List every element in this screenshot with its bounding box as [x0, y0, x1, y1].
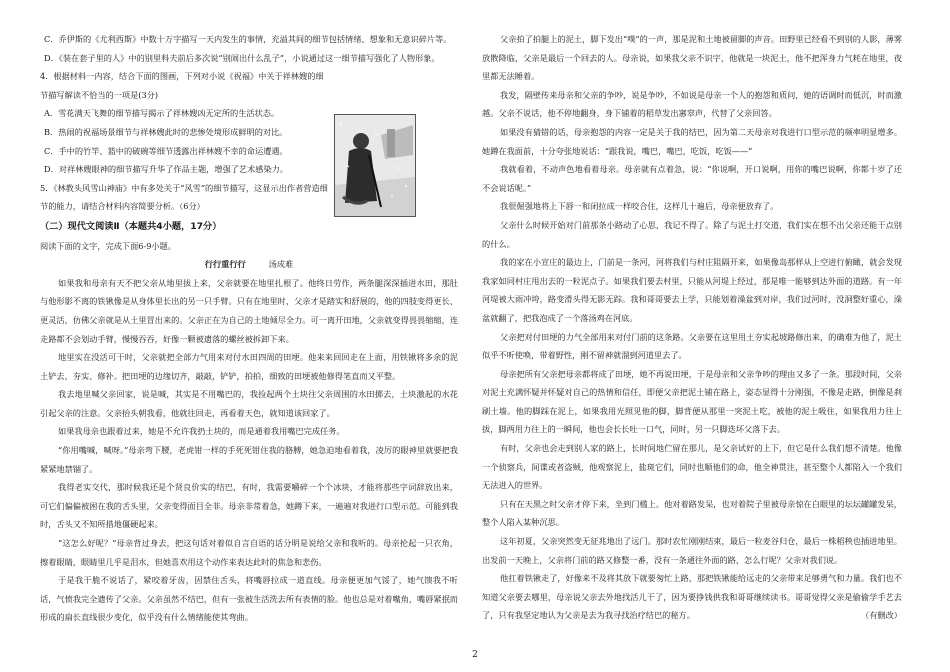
q3-option-d: D．《装在套子里的人》中的别里科夫前后多次说“别闹出什么乱子”，小说通过这一细节描写强化了人物形象。 — [44, 52, 440, 63]
left-column — [40, 0, 458, 627]
story-paragraph: 只有在天黑之时父亲才停下来，坐到门槛上。他对着路发呆，也对着院子里被母亲惊在白眼里的坛坛罐罐发呆，整个人陷入某种沉思。 — [482, 498, 902, 528]
story-paragraph: 于是我干脆不说话了，紧咬着牙齿，因禁住舌头，将嘴唇拉成一道直线。母亲便更加气馁了，她气馈我不听话，气愤我完全遗传了父亲。父亲虽然不结巴，但有一张被生活洗去所有表情的脸。他也总是对着嘴角，嘴唇紧抿而形成的扁长直线很少变化，似乎没有什么情绪能使其弯曲。 — [40, 575, 458, 623]
story-paragraph-last — [482, 569, 902, 625]
story-paragraph: 有时，父亲也会走到别人家的路上，长时间地伫留在那儿，是父亲试好的上下，但它是什么我们想不清楚。他像一个侦察兵，间谍或者盗贼，他观察泥上，盐斑它们，同时也顺他们的命，他全神贯注，甚至整个人都陷入一个我们无法进入的世界。 — [482, 443, 902, 491]
q4-option-c: C．手中的竹竿、篮中的破碗等细节透露出祥林嫂不幸的命运遭遇。 — [44, 145, 288, 156]
story-paragraph: 如果没有猜错的话，母亲抱怨的内容一定是关于我的结巴，因为第二天母亲对我进行口型示范的频率明显增多。她蹲在我面前，十分夸张地说话：“跟我说，嘴巴，嘴巴，吃饭，吃饭——” — [482, 126, 902, 156]
story-paragraph: 我就看着，不动声色地看着母亲。母亲就有点着急，说：“你说啊，开口说啊，用你的嘴巴说啊，你都十岁了还不会说话呢。” — [482, 164, 902, 193]
story-paragraph: 我的家在小宣庄的最边上，门前是一条河，河将我们与村庄阻隔开来，如果像岛那样从上空进行俯瞰，就会发现我家如同村庄甩出去的一粒泥点子。如果我们要去村里，只能从河堤上经过，那是唯一能够到达外面的道路。有一年河堤被大雨冲垮，路变滑头得无影无踪。我和哥哥要去上学，只能划着澡盆到对岸，我们过河时，没洞整好重心，澡盆就翻了，把我泡成了一个落汤鸡在河底。 — [482, 257, 902, 323]
q4-stem: 4．根据材料一内容，结合下面的图画，下列对小说《祝福》中关于祥林嫂的细节描写解读不恰当的一项是(3分) — [40, 71, 324, 100]
source-note: （有删改） — [861, 610, 902, 621]
story-title-line — [40, 255, 458, 274]
reading-instruction: 阅读下面的文字，完成下面6-9小题。 — [40, 240, 176, 251]
q4-option-d: D．对祥林嫂眼神的细节描写升华了作品主题，增强了艺术感染力。 — [44, 164, 289, 175]
xianglin-sketch-image — [334, 114, 416, 217]
story-author: 汤成难 — [268, 259, 294, 270]
story-paragraph: 父亲拍了拍腿上的泥土，脚下发出“噗”的一声，那是泥和土地被留脚的声音。田野里已经看不到别的人影，薄雾放散降临，父亲是最后一个回去的人。母亲说，如果我父亲不识字，他就是一块泥土，他不把浑身力气耗在地里，夜里都无法睡着。 — [482, 34, 902, 82]
q4-option-a: A．雪花满天飞舞的细节描写揭示了祥林嫂凶无定所的生活状态。 — [44, 108, 280, 119]
story-paragraph: 父亲把对付田埂的力气全部用来对付门前的这条路。父亲要在这里用土夯实起坡路修出来，的确难为他了，泥土似乎不听使唤，带着野性，刚不留神就溜到河道里去了。 — [482, 331, 902, 361]
q3-option-c: C．乔伊斯的《尤利西斯》中数十万字描写一天内发生的事情，充溢其间的细节包括情绪、想象和无意识碎片等。 — [44, 34, 452, 44]
story-paragraph: 母亲把所有父亲把母亲都将成了田埂，她不再说田埂，于是母亲和父亲争吵的理由又多了一条。那段时间，父亲对泥土充满怀疑并怀疑对自己的热情和信任，即便父亲把泥土铺在路上，姿态显得十分刚强，不像是走路，倒像是刹刷土墙。他的脚踩在泥上，如果我用光照见他的脚，脚背便从那里一突泥土吃，被他的泥土吸住，如果我用力往上拔，脚两用力往上的一瞬间，他也会长长吐一口气，同时，另一只脚迭坏父落下去。 — [482, 368, 902, 435]
story-paragraph: 这年初夏，父亲突然变无征兆地出了远门。那时农忙刚刚结束，最后一粒麦谷归仓，最后一株稻秧也插进地里。出发前一天晚上，父亲将门前的路又修整一番，没有一条通往外面的路，怎么行呢？父亲对我们说。 — [482, 536, 902, 565]
xianglin-sketch-drawing — [335, 115, 415, 216]
story-paragraph: “你用嘴喊，喊呀。”母亲弯下腰，老虎钳一样的手死死钳住我的胳膊，她急迫地看着我，凌厉的眼神里就要把我紧紧地禁锢了。 — [40, 445, 458, 474]
section-heading: （二）现代文阅读Ⅱ（本题共4小题，17分） — [40, 220, 222, 232]
page-number: 2 — [472, 650, 478, 660]
story-paragraph: 父亲什么时候开始对门前那条小路动了心思，我记不得了。除了与泥土打交道，我们实在想不出父亲还能干点别的什么。 — [482, 219, 902, 249]
story-paragraph: “这怎么好呢？”母亲背过身去，把这句话对着似自言自语的话分明是说给父亲和我听的。母亲抡起一只衣角，擦着眼睛，眼睛里几乎是泪水，但她喜欢用这个动作来表达此时的焦急和悲伤。 — [40, 538, 458, 567]
story-paragraph: 如果我和母亲有天不把父亲从地里拔上来，父亲就要在地里扎根了。他终日劳作，两条腿深深插进水田，那肚与他形影不离的铁锹像是从身体里长出的另一只手臂。只有在地里时，父亲才是踏实和舒展的，他的四肢变得更长、更灵活，仿佛父亲就是从土里冒出来的。父亲正在为自己的土地倾尽全力。可一离开田地，父亲就变得畏畏缩缩，连走路都不会划动手臂，慢慢吞吞，好像一颗被遗落的螺丝被拆卸下来。 — [40, 277, 458, 344]
story-paragraph: 我去地里喊父亲回家，说是喊，其实是不用嘴巴的，我捡起两个土块往父亲周围的水田掷去，土块激起的水花引起父亲的注意。父亲抬头朝我看，他就往回走，再看着天色，就知道该回家了。 — [40, 389, 458, 418]
story-paragraph-text: 他扛着铁锹走了，好像来不及将其放下就要匆忙上路，那把铁锹能给远走的父亲带来足够勇气和力量。我们也不知道父亲要去哪里，母亲说父亲去外地找活儿干了，因为要挣钱供我和哥哥继续读书。哥哥觉得父亲是偷偷学手艺去了，只有我坚定地认为父亲是去为我寻找治疗结巴的秘方。 — [482, 573, 902, 621]
story-paragraph: 如果我母亲也跟着过来，她是不允许我扔土块的，而是通着我用嘴巴完成任务。 — [58, 426, 345, 437]
story-paragraph: 地里实在没活可干时，父亲就把全部力气用来对付水田四周的田埂。他来来回回走在上面，用铁锹将多余的泥土铲去，夯实、修补。把田埂的边缘切齐，敲敲，铲铲，拍拍，细致的田埂被他修得笔直而又平整。 — [40, 352, 458, 381]
q4-option-b: B．热闹的祝福场景细节与祥林嫂此时的悲惨处境形成鲜明的对比。 — [44, 126, 288, 137]
right-column — [482, 0, 902, 625]
story-paragraph: 我很倔强地将上下唇一和闭拉成一样咬合住，这样几十遍后，母亲便放弃了。 — [500, 201, 779, 212]
story-paragraph: 我得老实交代，那时候我还是个贤良价实的结巴，有时，我需要嚼碎一个个冰块，才能将那些字词辞放出来，可它们偏偏被困在我的舌头里，父亲变得面目全非。母亲非常着急，她蹲下来，一遍遍对我进行口型示范。可能到我时，舌头又不知所措地僵硬起来。 — [40, 482, 458, 530]
story-title: 行行重行行 — [204, 259, 246, 270]
story-paragraph: 我发，隔壁传来母亲和父亲的争吵，说是争吵，不如说是母亲一个人的抱怨和质问，她的语调时而低沉，时而激越。父亲不说话，他不停地翻身，身下铺着的稻草发出窸窣声，代替了父亲回答。 — [482, 89, 902, 119]
q5-stem: 5．《林教头风雪山神庙》中有多处关于“风雪”的细节描写，这显示出作者营造细节的能力，请结合材料内容简要分析。（6分） — [40, 182, 328, 212]
